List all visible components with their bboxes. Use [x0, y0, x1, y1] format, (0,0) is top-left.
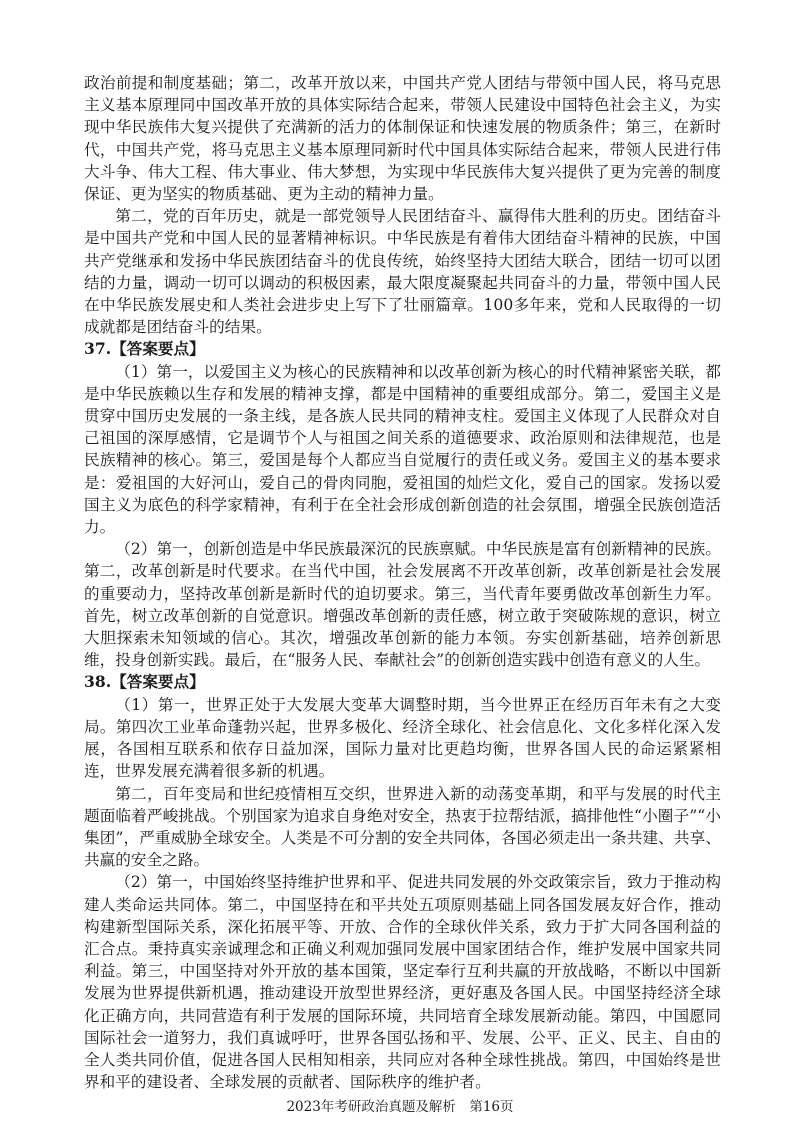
paragraph-37-1: （1）第一，以爱国主义为核心的民族精神和以改革创新为核心的时代精神紧密关联，都是中华民族赖以生存和发展的精神支撑，都是中国精神的重要组成部分。第二，爱国主义是贯穿中国历史发展的一条主线，是各族人民共同的精神支柱。爱国主义体现了人民群众对自己祖国的深厚感情，它是调节个人与祖国之间关系的道德要求、政治原则和法律规范，也是民族精神的核心。第三，爱国是每个人都应当自觉履行的责任或义务。爱国主义的基本要求是：爱祖国的大好河山，爱自己的骨肉同胞，爱祖国的灿烂文化，爱自己的国家。发扬以爱国主义为底色的科学家精神，有利于在全社会形成创新创造的社会氛围，增强全民族创造活力。 [84, 362, 721, 537]
answer-heading-37: 37.【答案要点】 [84, 339, 205, 359]
paragraph-38-2: （2）第一，中国始终坚持维护世界和平、促进共同发展的外交政策宗旨，致力于推动构建人类命运共同体。第二，中国坚持在和平共处五项原则基础上同各国发展友好合作，推动构建新型国际关系，深化拓展平等、开放、合作的全球伙伴关系，致力于扩大同各国利益的汇合点。秉持真实亲诚理念和正确义利观加强同发展中国家团结合作，维护发展中国家共同利益。第三，中国坚持对外开放的基本国策，坚定奉行互利共赢的开放战略，不断以中国新发展为世界提供新机遇，推动建设开放型世界经济，更好惠及各国人民。中国坚持经济全球化正确方向，共同营造有利于发展的国际环境，共同培育全球发展新动能。第四，中国愿同国际社会一道努力，我们真诚呼吁，世界各国弘扬和平、发展、公平、正义、民主、自由的全人类共同价值，促进各国人民相知相亲，共同应对各种全球性挑战。第四，中国始终是世界和平的建设者、全球发展的贡献者、国际秩序的维护者。 [84, 873, 721, 1092]
paragraph-38-1-second: 第二，百年变局和世纪疫情相互交织，世界进入新的动荡变革期，和平与发展的时代主题面临着严峻挑战。个别国家为追求自身绝对安全，热衷于拉帮结派，搞排他性“小圈子”“小集团”，严重威胁全球安全。人类是不可分割的安全共同体，各国必须走出一条共建、共享、共赢的安全之路。 [84, 784, 721, 870]
answer-heading-38: 38.【答案要点】 [84, 672, 205, 692]
paragraph-party-unity: 第二，党的百年历史，就是一部党领导人民团结奋斗、赢得伟大胜利的历史。团结奋斗是中国共产党和中国人民的显著精神标识。中华民族是有着伟大团结奋斗精神的民族，中国共产党继承和发扬中华民族团结奋斗的优良传统，始终坚持大团结大联合，团结一切可以团结的力量，调动一切可以调动的积极因素，最大限度凝聚起共同奋斗的力量，带领中国人民在中华民族发展史和人类社会进步史上写下了壮丽篇章。100多年来，党和人民取得的一切成就都是团结奋斗的结果。 [84, 207, 721, 337]
page-footer: 2023年考研政治真题及解析 第16页 [286, 1099, 514, 1115]
document-body [84, 72, 721, 1093]
paragraph-38-1: （1）第一，世界正处于大发展大变革大调整时期，当今世界正在经历百年未有之大变局。第四次工业革命蓬勃兴起，世界多极化、经济全球化、社会信息化、文化多样化深入发展，各国相互联系和依存日益加深，国际力量对比更趋均衡，世界各国人民的命运紧紧相连，世界发展充满着很多新的机遇。 [84, 695, 721, 781]
paragraph-continued: 政治前提和制度基础；第二，改革开放以来，中国共产党人团结与带领中国人民，将马克思主义基本原理同中国改革开放的具体实际结合起来，带领人民建设中国特色社会主义，为实现中华民族伟大复兴提供了充满新的活力的体制保证和快速发展的物质条件；第三，在新时代，中国共产党，将马克思主义基本原理同新时代中国具体实际结合起来，带领人民进行伟大斗争、伟大工程、伟大事业、伟大梦想，为实现中华民族伟大复兴提供了更为完善的制度保证、更为坚实的物质基础、更为主动的精神力量。 [84, 74, 721, 204]
paragraph-37-2: （2）第一，创新创造是中华民族最深沉的民族禀赋。中华民族是富有创新精神的民族。第二，改革创新是时代要求。在当代中国，社会发展离不开改革创新，改革创新是社会发展的重要动力，坚持改革创新是新时代的迫切要求。第三，当代青年要勇做改革创新生力军。首先，树立改革创新的自觉意识。增强改革创新的责任感，树立敢于突破陈规的意识，树立大胆探索未知领域的信心。其次，增强改革创新的能力本领。夯实创新基础，培养创新思维，投身创新实践。最后，在“服务人民、奉献社会”的创新创造实践中创造有意义的人生。 [84, 540, 721, 670]
